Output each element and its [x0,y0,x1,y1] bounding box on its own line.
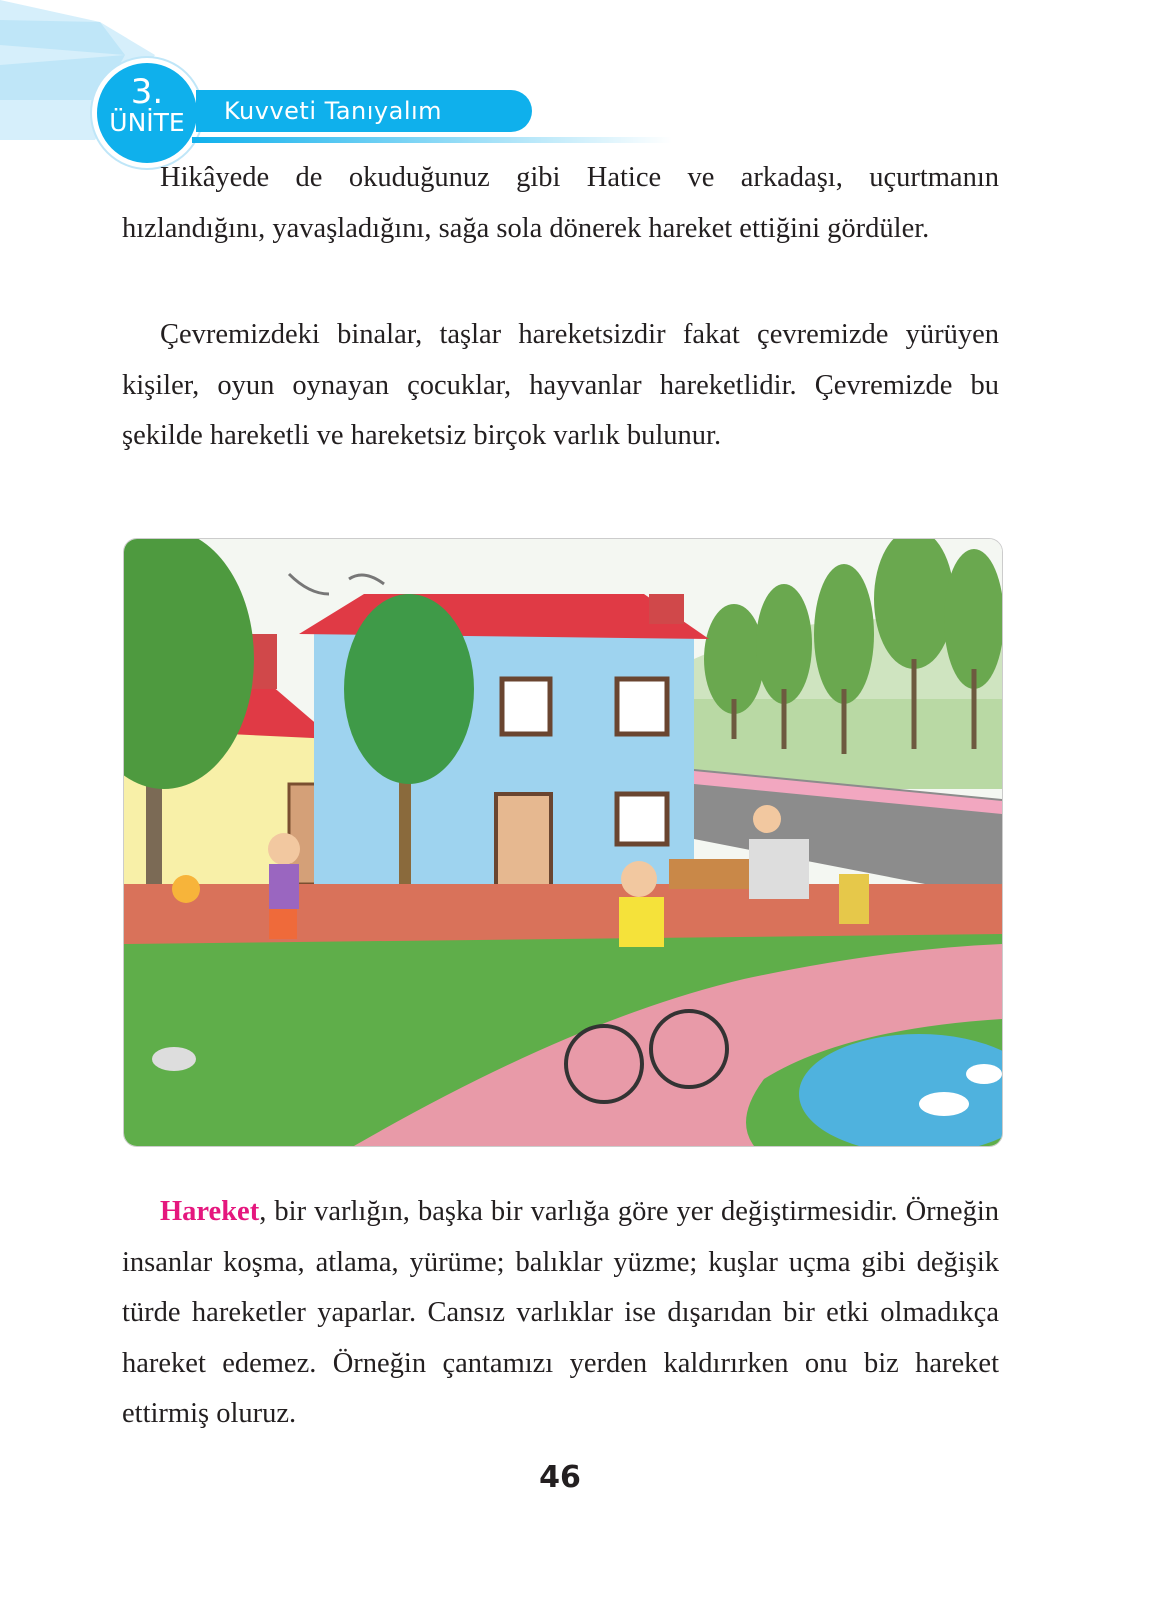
page-number: 46 [539,1460,581,1495]
title-underline [192,137,672,143]
paragraph-1: Hikâyede de okuduğunuz gibi Hatice ve arkadaşı, uçurtmanın hızlandığını, yavaşladığını, sağa sola dönerek hareket ettiğini gördüler. [122,162,999,244]
unit-number: 3. [130,72,164,112]
definition-paragraph [122,1187,999,1440]
unit-title: Kuvveti Tanıyalım [196,90,532,132]
park-illustration [123,538,1003,1147]
unit-label: ÜNİTE [109,108,185,137]
unit-badge [92,58,202,168]
definition-term: Hareket [160,1196,260,1227]
paragraph-2: Çevremizdeki binalar, taşlar hareketsizdir fakat çevremizde yürüyen kişiler, oyun oynayan çocuklar, hayvanlar hareketlidir. Çevremizde bu şekilde hareketli ve hareketsiz birçok varlık bulunur. [122,319,999,451]
definition-text: , bir varlığın, başka bir varlığa göre yer değiştirmesidir. Örneğin insanlar koşma, atlama, yürüme; balıklar yüzme; kuşlar uçma gibi değişik türde hareketler yaparlar. Cansız varlıklar ise dışarıdan bir etki olmadıkça hareket edemez. Örneğin çantamızı yerden kaldırırken onu biz hareket ettirmiş oluruz. [122,1196,999,1429]
